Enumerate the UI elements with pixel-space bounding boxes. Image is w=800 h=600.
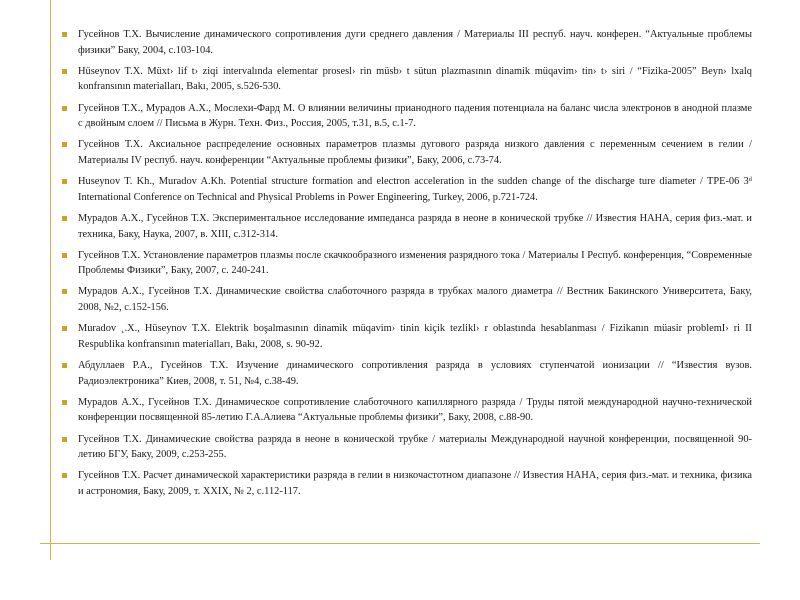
list-item <box>62 395 752 426</box>
list-item <box>62 358 752 389</box>
list-item <box>62 174 752 205</box>
list-item <box>62 248 752 279</box>
reference-text: Мурадов А.Х., Гусейнов Т.Х. Динамические свойства слаботочного разряда в трубках малого диаметра // Вестник Бакинского Университета, Баку, 2008, №2, с.152-156. <box>78 286 752 314</box>
list-item <box>62 468 752 499</box>
list-item <box>62 27 752 58</box>
reference-text: Гусейнов Т.Х. Расчет динамической характеристики разряда в гелии в низкочастотном диапазоне // Известия НАНА, серия физ.-мат. и техника, физика и астрономия, Баку, 2009, т. XXIX, № 2, с.112-117. <box>78 470 752 497</box>
reference-text: Huseynov T. Kh., Muradov A.Kh. Potential structure formation and electron acceleration in the sudden change of the discharge ture diameter / TPE-06 3ᵈ International Conference on Technical and Physical Problems in Power Engineering, Turkey, 2006, p.721-724. <box>78 176 752 203</box>
square-bullet-icon <box>62 400 67 405</box>
reference-text: Hüseynov T.X. Müxt› lif t› ziqi intervalında elementar prosesl› rin müsb› t sütun plazmasının dinamik müqavim› tin› t› siri / “Fizika-2005” Beyn› lxalq konfransının materialları, Bakı, 2005, s.526-530. <box>78 65 752 93</box>
square-bullet-icon <box>62 473 67 478</box>
list-item <box>62 211 752 242</box>
reference-text: Гусейнов Т.Х. Установление параметров плазмы после скачкообразного изменения разрядного тока / Материалы I Респуб. конференция, “Современные Проблемы Физики”, Баку, 2007, с. 240-241. <box>78 249 752 277</box>
square-bullet-icon <box>62 32 67 37</box>
reference-text: Гусейнов Т.Х. Вычисление динамического сопротивления дуги среднего давления / Материалы III респуб. науч. конферен. “Актуальные проблемы физики” Баку, 2004, с.103-104. <box>78 29 752 56</box>
list-item <box>62 432 752 463</box>
square-bullet-icon <box>62 289 67 294</box>
reference-text: Гусейнов Т.Х. Аксиальное распределение основных параметров плазмы дугового разряда низкого давления с переменным сечением в гелии / Материалы IV респуб. науч. конференции “Актуальные проблемы физики”, Баку, 2006, с.73-74. <box>78 139 752 166</box>
list-item <box>62 284 752 315</box>
list-item <box>62 321 752 352</box>
square-bullet-icon <box>62 216 67 221</box>
list-item <box>62 64 752 95</box>
list-item <box>62 101 752 132</box>
square-bullet-icon <box>62 253 67 258</box>
square-bullet-icon <box>62 179 67 184</box>
reference-text: Гусейнов Т.Х., Мурадов А.Х., Мослехи-Фард М. О влиянии величины прианодного падения потенциала на баланс числа электронов в анодной плазме с двойным слоем // Письма в Журн. Техн. Физ., Россия, 2005, т.31, в.5, с.1-7. <box>78 102 752 130</box>
reference-text: Мурадов А.Х., Гусейнов Т.Х. Экспериментальное исследование импеданса разряда в неоне в конической трубке // Известия НАНА, серия физ.-мат. и техника, Баку, Наука, 2007, в. XIII, с.312-314. <box>78 212 752 240</box>
reference-text: Абдуллаев Р.А., Гусейнов Т.Х. Изучение динамического сопротивления разряда в условиях ступенчатой ионизации // “Известия вузов. Радиоэлектроника” Киев, 2008, т. 51, №4, с.38-49. <box>78 360 752 387</box>
square-bullet-icon <box>62 69 67 74</box>
bottom-horizontal-rule <box>40 543 760 544</box>
square-bullet-icon <box>62 363 67 368</box>
reference-list <box>62 27 752 505</box>
square-bullet-icon <box>62 437 67 442</box>
square-bullet-icon <box>62 106 67 111</box>
reference-text: Мурадов А.Х., Гусейнов Т.Х. Динамическое сопротивление слаботочного капиллярного разряда / Труды пятой международной научно-технической конференции посвященной 85-летию Г.А.Алиева “Актуальные проблемы физики”, Баку, 2008, с.88-90. <box>78 396 752 424</box>
square-bullet-icon <box>62 142 67 147</box>
left-vertical-rule <box>50 0 51 560</box>
list-item <box>62 137 752 168</box>
reference-text: Гусейнов Т.Х. Динамические свойства разряда в неоне в конической трубке / материалы Международной научной конференции, посвященной 90-летию БГУ, Баку, 2009, с.253-255. <box>78 433 752 461</box>
square-bullet-icon <box>62 326 67 331</box>
reference-text: Muradov ˛.X., Hüseynov T.X. Elektrik boşalmasının dinamik müqavim› tinin kiçik tezlikl› r oblastında hesablanması / Fizikanın müasir problemI› ri II Respublika konfransının materialları, Bakı, 2008, s. 90-92. <box>78 323 752 350</box>
